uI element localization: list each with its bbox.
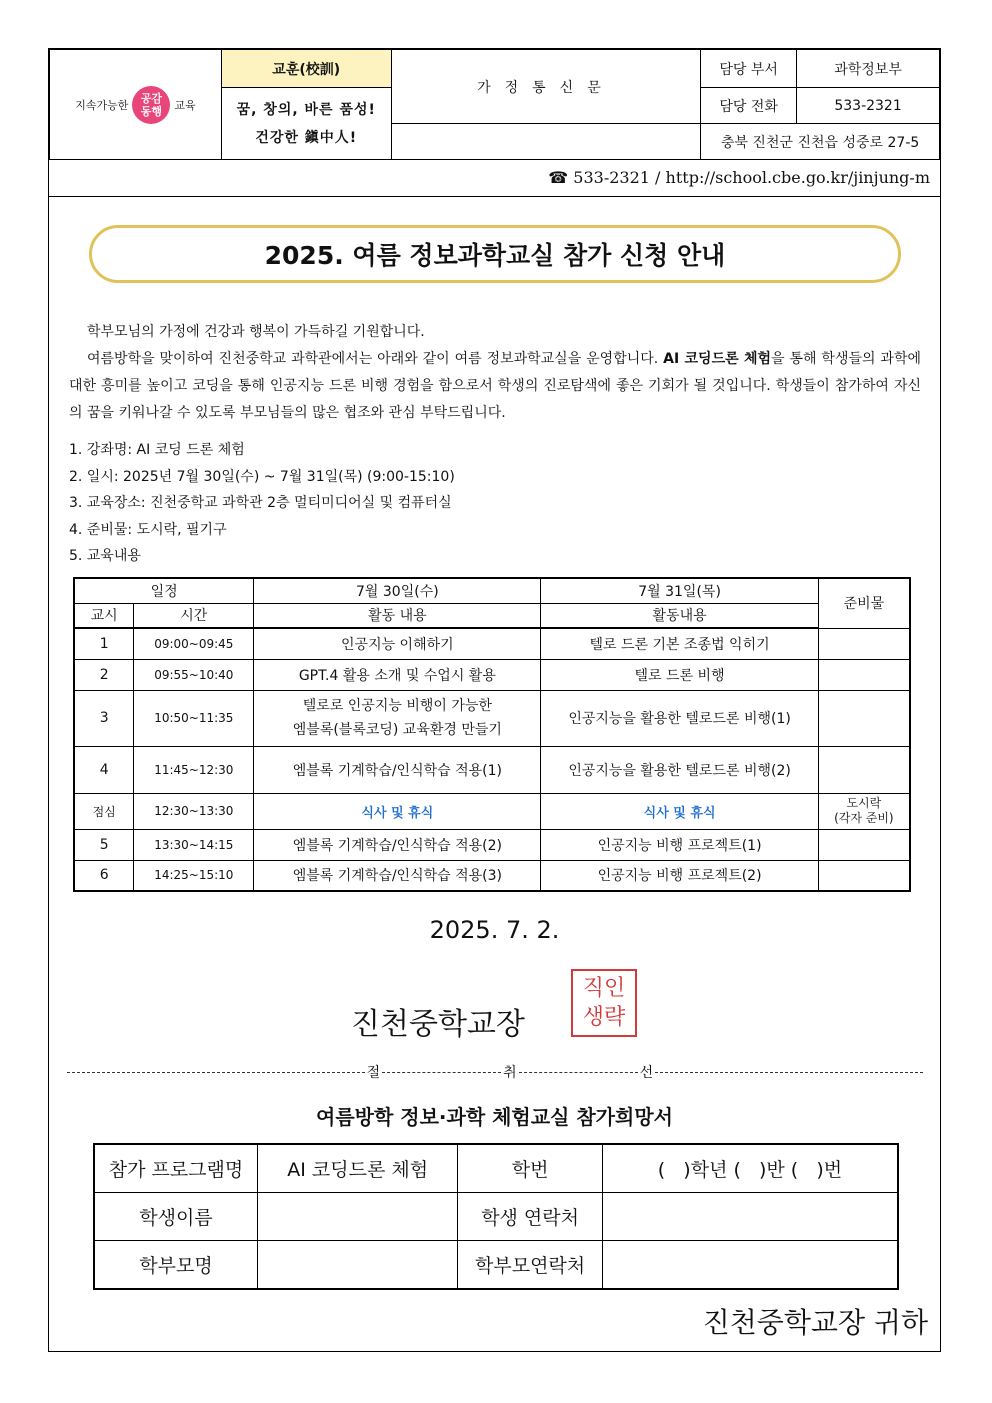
table-row [74, 746, 910, 793]
motto-line1: 꿈, 창의, 바른 품성! [236, 101, 376, 118]
info-item: 4. 준비물: 도시락, 필기구 [69, 521, 227, 538]
closing-line: 진천중학교장 귀하 [702, 1306, 928, 1339]
prep-cell [818, 690, 910, 746]
day1-cell: 엠블록 기계학습/인식학습 적용(1) [254, 746, 541, 793]
day2-cell: 텔로 드론 기본 조종법 익히기 [541, 628, 818, 659]
notice-title-banner: 2025. 여름 정보과학교실 참가 신청 안내 [89, 225, 901, 283]
seal-line2: 생략 [582, 1005, 626, 1030]
time-cell: 09:55~10:40 [134, 659, 254, 690]
schedule-header: 일정 [74, 578, 254, 603]
parent-contact-label: 학부모연락처 [458, 1241, 603, 1290]
intro-paragraph-1: 학부모님의 가정에 건강과 행복이 가득하길 기원합니다. [87, 324, 425, 340]
contact-phone: ☎ 533-2321 [548, 168, 650, 187]
motto-heading: 교훈(校訓) [221, 50, 391, 88]
prep-header: 준비물 [818, 578, 910, 628]
table-row [74, 628, 910, 659]
info-list [69, 437, 455, 570]
period-cell: 3 [74, 690, 134, 746]
time-cell: 14:25~15:10 [134, 860, 254, 891]
day2-cell: 식사 및 휴식 [541, 793, 818, 829]
day2-cell: 인공지능을 활용한 텔로드론 비행(1) [541, 690, 818, 746]
period-cell: 2 [74, 659, 134, 690]
day1-cell: 엠블록 기계학습/인식학습 적용(3) [254, 860, 541, 891]
student-id-label: 학번 [458, 1144, 603, 1193]
day2-header: 7월 31일(목) [541, 578, 818, 603]
info-item: 2. 일시: 2025년 7월 30일(수) ~ 7월 31일(목) (9:00-15:10) [69, 468, 455, 485]
time-header: 시간 [134, 603, 254, 628]
info-item: 5. 교육내용 [69, 548, 141, 564]
prep-cell-line1: 도시락 [846, 796, 882, 810]
table-row [74, 793, 910, 829]
info-item: 3. 교육장소: 진천중학교 과학관 2층 멀티미디어실 및 컴퓨터실 [69, 495, 452, 511]
intro-p2-part-a: 여름방학을 맞이하여 진천중학교 과학관에서는 아래와 같이 여름 정보과학교실을 운영합니다. [87, 351, 664, 367]
cut-char: 선 [639, 1065, 654, 1081]
period-header: 교시 [74, 603, 134, 628]
prep-cell [818, 829, 910, 860]
intro-p2-part-b: 을 통해 학생들의 과학에 대한 흥미를 높이고 코딩을 통해 인공지능 드론 비행 경험을 함으로서 학생의 진로탐색에 좋은 기회가 될 것입니다. 학생들이 참가하여 자신의 꿈을 키워나갈 수 있도록 부모님들의 많은 협조와 관심 부탁드립니다. [69, 351, 922, 421]
dash-segment [655, 1072, 923, 1073]
intro-p2-bold: AI 코딩드론 체험 [663, 351, 772, 367]
student-id-field[interactable]: ( )학년 ( )반 ( )번 [602, 1144, 898, 1193]
schedule-table [73, 577, 911, 892]
phone-label: 담당 전화 [701, 88, 797, 124]
school-logo [50, 50, 222, 160]
motto-line2: 건강한 鎭中人! [255, 129, 358, 146]
table-row [74, 829, 910, 860]
prep-cell [818, 860, 910, 891]
document-title: 가정통신문 [391, 50, 701, 124]
day1-cell: GPT.4 활용 소개 및 수업시 활용 [254, 659, 541, 690]
period-cell: 6 [74, 860, 134, 891]
student-contact-label: 학생 연락처 [458, 1193, 603, 1241]
program-label: 참가 프로그램명 [94, 1144, 257, 1193]
parent-contact-field[interactable] [602, 1241, 898, 1290]
day2-cell: 인공지능 비행 프로젝트(2) [541, 860, 818, 891]
intro-text [69, 319, 921, 427]
parent-name-field[interactable] [257, 1241, 457, 1290]
day1-cell-line1: 텔로로 인공지능 비행이 가능한 [302, 698, 492, 714]
school-url[interactable]: http://school.cbe.go.kr/jinjung-m [665, 168, 930, 187]
logo-text-left: 지속가능한 [75, 98, 129, 112]
day1-cell: 인공지능 이해하기 [254, 628, 541, 659]
period-cell: 점심 [74, 793, 134, 829]
activity1-header: 활동 내용 [254, 603, 541, 628]
document-frame [48, 48, 941, 1352]
info-item: 1. 강좌명: AI 코딩 드론 체험 [69, 442, 245, 458]
student-name-field[interactable] [257, 1193, 457, 1241]
student-contact-field[interactable] [602, 1193, 898, 1241]
day2-cell: 인공지능 비행 프로젝트(1) [541, 829, 818, 860]
period-cell: 4 [74, 746, 134, 793]
table-row [74, 860, 910, 891]
day1-cell-line2: 엠블록(블록코딩) 교육환경 만들기 [292, 722, 502, 738]
day1-header: 7월 30일(수) [254, 578, 541, 603]
school-address: 충북 진천군 진천읍 성중로 27-5 [701, 124, 940, 160]
dash-segment [519, 1072, 638, 1073]
day1-cell: 엠블록 기계학습/인식학습 적용(2) [254, 829, 541, 860]
day2-cell: 인공지능을 활용한 텔로드론 비행(2) [541, 746, 818, 793]
seal-line1: 직인 [582, 976, 626, 1001]
prep-cell-line2: (각자 준비) [834, 811, 894, 825]
dept-value: 과학정보부 [797, 50, 940, 88]
contact-line [49, 159, 940, 197]
day1-cell [254, 690, 541, 746]
official-seal [571, 969, 637, 1037]
logo-circle-top: 공감 [140, 91, 162, 105]
issue-date: 2025. 7. 2. [429, 916, 560, 944]
period-cell: 5 [74, 829, 134, 860]
application-form [93, 1143, 899, 1290]
activity2-header: 활동내용 [541, 603, 818, 628]
day1-cell: 식사 및 휴식 [254, 793, 541, 829]
phone-value: 533-2321 [797, 88, 940, 124]
time-cell: 09:00~09:45 [134, 628, 254, 659]
period-cell: 1 [74, 628, 134, 659]
cut-line [67, 1062, 923, 1082]
time-cell: 11:45~12:30 [134, 746, 254, 793]
parent-name-label: 학부모명 [94, 1241, 257, 1290]
prep-cell [818, 746, 910, 793]
student-name-label: 학생이름 [94, 1193, 257, 1241]
prep-cell [818, 793, 910, 829]
prep-cell [818, 659, 910, 690]
time-cell: 13:30~14:15 [134, 829, 254, 860]
motto [221, 88, 391, 160]
logo-circle [132, 86, 170, 124]
time-cell: 10:50~11:35 [134, 690, 254, 746]
program-value: AI 코딩드론 체험 [257, 1144, 457, 1193]
table-row [74, 659, 910, 690]
logo-circle-bottom: 동행 [140, 104, 162, 118]
contact-separator: / [655, 168, 661, 187]
cut-char: 취 [503, 1065, 517, 1081]
day2-cell: 텔로 드론 비행 [541, 659, 818, 690]
logo-text-right: 교육 [174, 98, 196, 112]
form-title: 여름방학 정보·과학 체험교실 참가희망서 [316, 1105, 673, 1129]
intro-paragraph-2 [69, 346, 921, 427]
dash-segment [382, 1072, 501, 1073]
table-row [74, 690, 910, 746]
header-table [49, 49, 940, 160]
principal-name: 진천중학교장 [351, 1007, 525, 1042]
dash-segment [67, 1072, 365, 1073]
dept-label: 담당 부서 [701, 50, 797, 88]
cut-char: 절 [366, 1065, 381, 1081]
time-cell: 12:30~13:30 [134, 793, 254, 829]
prep-cell [818, 628, 910, 659]
